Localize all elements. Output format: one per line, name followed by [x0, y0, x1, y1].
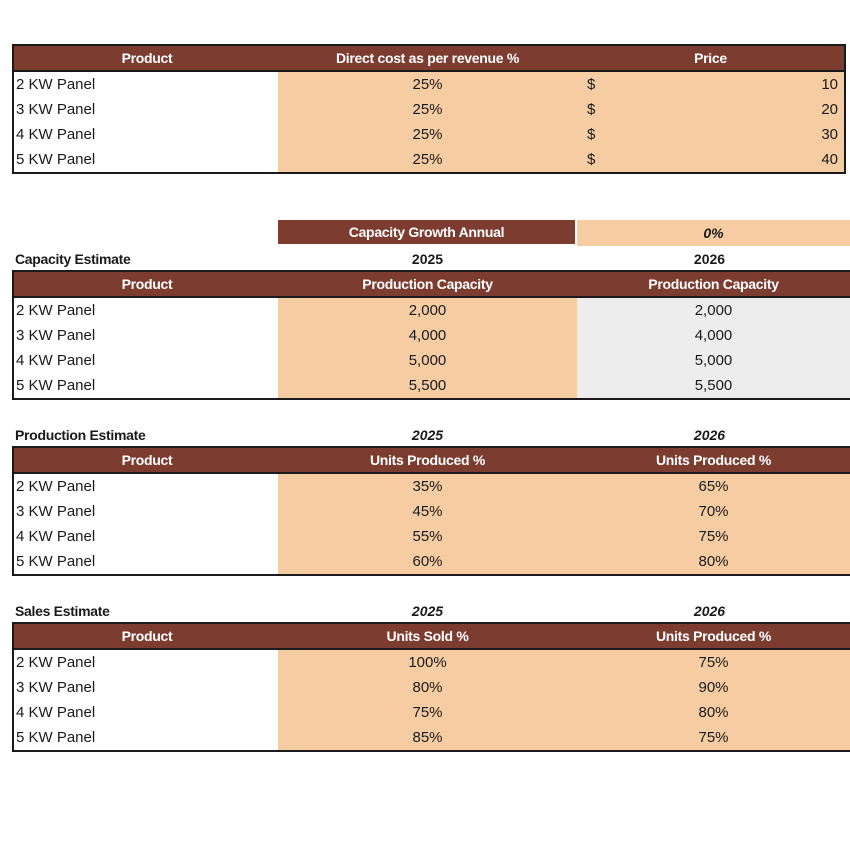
- direct-cost-cell[interactable]: 25%: [278, 147, 577, 172]
- table-row: [14, 650, 850, 675]
- currency-symbol: $: [587, 126, 596, 143]
- produced-2026-cell[interactable]: 80%: [577, 549, 850, 574]
- product-cell: 4 KW Panel: [14, 348, 278, 373]
- price-value: 40: [821, 151, 838, 168]
- price-cell[interactable]: [577, 122, 844, 147]
- price-cell[interactable]: [577, 147, 844, 172]
- product-cell: 5 KW Panel: [14, 373, 278, 398]
- produced-2025-cell[interactable]: 55%: [278, 524, 577, 549]
- direct-cost-cell[interactable]: 25%: [278, 122, 577, 147]
- product-cell: 2 KW Panel: [14, 72, 278, 97]
- produced-2026-cell[interactable]: 65%: [577, 474, 850, 499]
- table-row: [14, 298, 850, 323]
- header-units-produced-2026: Units Produced %: [656, 452, 771, 468]
- header-units-sold-2025: Units Sold %: [386, 628, 469, 644]
- table-row: [14, 474, 850, 499]
- product-cell: 5 KW Panel: [14, 147, 278, 172]
- product-cell: 4 KW Panel: [14, 122, 278, 147]
- sold-2025-cell[interactable]: 80%: [278, 675, 577, 700]
- table-row: [14, 323, 850, 348]
- capacity-2026-cell: 4,000: [577, 323, 850, 348]
- price-value: 30: [821, 126, 838, 143]
- price-value: 20: [821, 101, 838, 118]
- product-cell: 4 KW Panel: [14, 524, 278, 549]
- table-row: [14, 725, 850, 750]
- header-units-2026: Units Produced %: [656, 628, 771, 644]
- table-row: [14, 524, 850, 549]
- currency-symbol: $: [587, 76, 596, 93]
- sold-2025-cell[interactable]: 85%: [278, 725, 577, 750]
- currency-symbol: $: [587, 101, 596, 118]
- header-units-produced-2025: Units Produced %: [370, 452, 485, 468]
- table-row: [14, 147, 844, 172]
- pricing-table: [12, 44, 846, 174]
- product-cell: 3 KW Panel: [14, 97, 278, 122]
- table-row: [14, 675, 850, 700]
- direct-cost-cell[interactable]: 25%: [278, 97, 577, 122]
- produced-2026-cell[interactable]: 75%: [577, 524, 850, 549]
- table-row: [14, 72, 844, 97]
- capacity-2025-cell[interactable]: 2,000: [278, 298, 577, 323]
- capacity-2026-cell: 2,000: [577, 298, 850, 323]
- production-table-header: [14, 448, 850, 474]
- product-cell: 3 KW Panel: [14, 499, 278, 524]
- header-direct-cost: Direct cost as per revenue %: [335, 50, 520, 66]
- header-capacity-2025: Production Capacity: [362, 276, 493, 292]
- price-cell[interactable]: [577, 72, 844, 97]
- header-product: Product: [121, 50, 173, 66]
- year-label: 2026: [693, 427, 726, 443]
- direct-cost-cell[interactable]: 25%: [278, 72, 577, 97]
- table-row: [14, 549, 850, 574]
- year-label: 2025: [411, 603, 444, 619]
- table-row: [14, 373, 850, 398]
- table-row: [14, 97, 844, 122]
- section-title-capacity: Capacity Estimate: [15, 251, 131, 267]
- product-cell: 3 KW Panel: [14, 675, 278, 700]
- pricing-table-header: [14, 46, 844, 72]
- header-product: Product: [121, 628, 173, 644]
- year-label: 2025: [411, 251, 444, 267]
- capacity-table-header: [14, 272, 850, 298]
- sold-2026-cell[interactable]: 90%: [577, 675, 850, 700]
- year-label: 2026: [693, 251, 726, 267]
- product-cell: 2 KW Panel: [14, 650, 278, 675]
- table-row: [14, 700, 850, 725]
- product-cell: 5 KW Panel: [14, 549, 278, 574]
- section-title-production: Production Estimate: [15, 427, 146, 443]
- capacity-2025-cell[interactable]: 4,000: [278, 323, 577, 348]
- table-row: [14, 122, 844, 147]
- sold-2026-cell[interactable]: 80%: [577, 700, 850, 725]
- sold-2026-cell[interactable]: 75%: [577, 725, 850, 750]
- capacity-2026-cell: 5,000: [577, 348, 850, 373]
- section-title-sales: Sales Estimate: [15, 603, 110, 619]
- capacity-growth-label: Capacity Growth Annual: [278, 220, 575, 244]
- header-capacity-2026: Production Capacity: [648, 276, 779, 292]
- product-cell: 2 KW Panel: [14, 474, 278, 499]
- capacity-2026-cell: 5,500: [577, 373, 850, 398]
- produced-2025-cell[interactable]: 45%: [278, 499, 577, 524]
- sales-table: [12, 622, 850, 752]
- header-product: Product: [121, 276, 173, 292]
- sold-2026-cell[interactable]: 75%: [577, 650, 850, 675]
- capacity-2025-cell[interactable]: 5,500: [278, 373, 577, 398]
- product-cell: 3 KW Panel: [14, 323, 278, 348]
- product-cell: 4 KW Panel: [14, 700, 278, 725]
- header-product: Product: [121, 452, 173, 468]
- capacity-growth-input[interactable]: 0%: [577, 220, 850, 246]
- capacity-table: [12, 270, 850, 400]
- produced-2025-cell[interactable]: 35%: [278, 474, 577, 499]
- header-price: Price: [694, 50, 727, 66]
- sales-table-header: [14, 624, 850, 650]
- table-row: [14, 348, 850, 373]
- product-cell: 2 KW Panel: [14, 298, 278, 323]
- sold-2025-cell[interactable]: 75%: [278, 700, 577, 725]
- year-label: 2026: [693, 603, 726, 619]
- produced-2025-cell[interactable]: 60%: [278, 549, 577, 574]
- price-value: 10: [821, 76, 838, 93]
- currency-symbol: $: [587, 151, 596, 168]
- year-label: 2025: [411, 427, 444, 443]
- production-table: [12, 446, 850, 576]
- price-cell[interactable]: [577, 97, 844, 122]
- table-row: [14, 499, 850, 524]
- sold-2025-cell[interactable]: 100%: [278, 650, 577, 675]
- produced-2026-cell[interactable]: 70%: [577, 499, 850, 524]
- product-cell: 5 KW Panel: [14, 725, 278, 750]
- capacity-2025-cell[interactable]: 5,000: [278, 348, 577, 373]
